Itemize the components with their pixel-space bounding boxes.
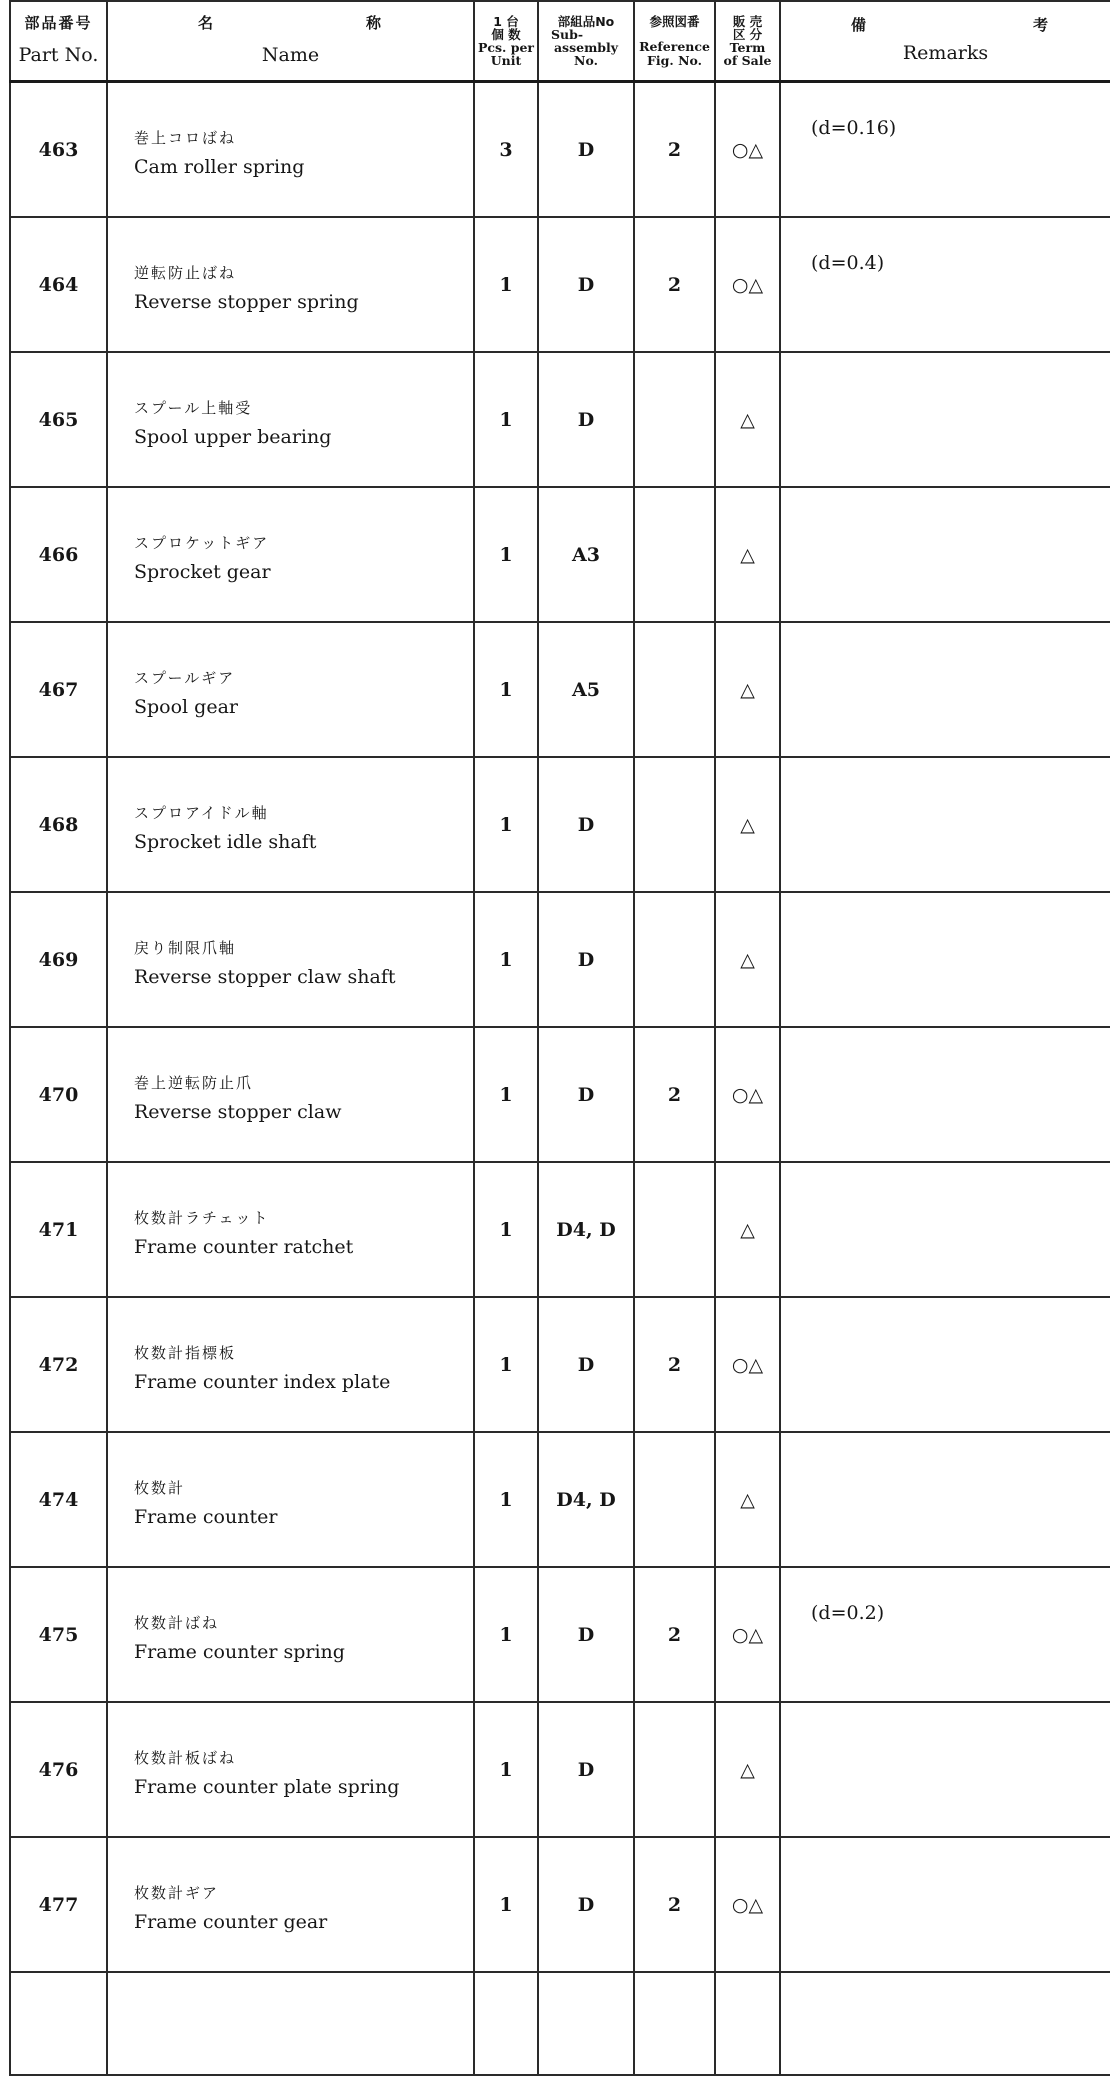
- part-name-cell: [107, 1297, 474, 1432]
- part-name-cell: [107, 487, 474, 622]
- empty-cell: [780, 1972, 1110, 2075]
- term-of-sale: ○△: [715, 1567, 780, 1702]
- sub-assembly-no: D: [538, 352, 634, 487]
- reference-fig-no: 2: [634, 1567, 715, 1702]
- parts-list-sheet: [9, 0, 1110, 1933]
- part-name-cell: [107, 1567, 474, 1702]
- table-row: [10, 1837, 1110, 1972]
- term-of-sale: ○△: [715, 1837, 780, 1972]
- sub-assembly-no: D: [538, 1702, 634, 1837]
- header-part-no-en: Part No.: [18, 43, 99, 66]
- empty-cell: [715, 1972, 780, 2075]
- pcs-per-unit: 1: [474, 217, 538, 352]
- term-of-sale: △: [715, 892, 780, 1027]
- reference-fig-no: [634, 892, 715, 1027]
- header-pcs-per-unit: [474, 1, 538, 82]
- remarks: (d=0.16): [780, 82, 1110, 218]
- header-part-no: [10, 1, 107, 82]
- remarks: (d=0.2): [780, 1567, 1110, 1702]
- part-number: 463: [10, 82, 107, 218]
- part-name-jp: 巻上コロばね: [134, 129, 237, 147]
- remarks: [780, 757, 1110, 892]
- table-row: [10, 352, 1110, 487]
- pcs-per-unit: 1: [474, 1027, 538, 1162]
- header-sub-assembly: [538, 1, 634, 82]
- pcs-per-unit: 1: [474, 1702, 538, 1837]
- table-row: [10, 622, 1110, 757]
- term-of-sale: △: [715, 622, 780, 757]
- pcs-per-unit: 1: [474, 1432, 538, 1567]
- term-of-sale: ○△: [715, 1027, 780, 1162]
- reference-fig-no: [634, 757, 715, 892]
- sub-assembly-no: D: [538, 1297, 634, 1432]
- pcs-per-unit: 1: [474, 757, 538, 892]
- part-name-jp: スプロケットギア: [134, 534, 270, 552]
- reference-fig-no: 2: [634, 1297, 715, 1432]
- part-number: 471: [10, 1162, 107, 1297]
- sub-assembly-no: D: [538, 1837, 634, 1972]
- part-name-jp: 枚数計指標板: [134, 1344, 237, 1362]
- part-name-jp: スプロアイドル軸: [134, 804, 269, 822]
- header-ref-en2: Fig. No.: [647, 52, 702, 68]
- table-row: [10, 892, 1110, 1027]
- part-name-en: Frame counter gear: [134, 1911, 328, 1933]
- part-name-en: Frame counter index plate: [134, 1371, 391, 1393]
- reference-fig-no: [634, 622, 715, 757]
- part-name-jp: スプール上軸受: [134, 399, 253, 417]
- remarks: (d=0.4): [780, 217, 1110, 352]
- part-name-jp: 枚数計ばね: [134, 1614, 220, 1632]
- table-row: [10, 757, 1110, 892]
- table-row: [10, 1432, 1110, 1567]
- remarks: [780, 1297, 1110, 1432]
- part-number: 469: [10, 892, 107, 1027]
- table-row: [10, 1297, 1110, 1432]
- part-number: 467: [10, 622, 107, 757]
- part-name-jp: 逆転防止ばね: [134, 264, 237, 282]
- part-name-en: Frame counter plate spring: [134, 1776, 400, 1798]
- part-name-en: Cam roller spring: [134, 156, 305, 178]
- table-row: [10, 1027, 1110, 1162]
- part-name-jp: スプールギア: [134, 669, 236, 687]
- part-number: 477: [10, 1837, 107, 1972]
- empty-cell: [634, 1972, 715, 2075]
- term-of-sale: △: [715, 487, 780, 622]
- term-of-sale: △: [715, 1162, 780, 1297]
- part-name-en: Spool upper bearing: [134, 426, 332, 448]
- reference-fig-no: 2: [634, 1837, 715, 1972]
- sub-assembly-no: D: [538, 1567, 634, 1702]
- table-row: [10, 1567, 1110, 1702]
- reference-fig-no: [634, 1162, 715, 1297]
- header-sub-jp: 部組品No: [557, 13, 615, 29]
- remarks: [780, 1837, 1110, 1972]
- empty-cell: [474, 1972, 538, 2075]
- part-name-en: Frame counter spring: [134, 1641, 345, 1663]
- reference-fig-no: [634, 352, 715, 487]
- sub-assembly-no: A5: [538, 622, 634, 757]
- part-name-jp: 枚数計: [134, 1479, 186, 1497]
- pcs-per-unit: 1: [474, 892, 538, 1027]
- remarks: [780, 892, 1110, 1027]
- header-term-jp1: 販 売: [732, 13, 763, 29]
- header-ref-jp: 参照図番: [649, 14, 700, 30]
- part-name-cell: [107, 1162, 474, 1297]
- part-number: 472: [10, 1297, 107, 1432]
- sub-assembly-no: D: [538, 217, 634, 352]
- pcs-per-unit: 1: [474, 1837, 538, 1972]
- table-row: [10, 487, 1110, 622]
- remarks: [780, 1702, 1110, 1837]
- header-term-jp2: 区 分: [732, 26, 763, 42]
- remarks: [780, 622, 1110, 757]
- remarks: [780, 1027, 1110, 1162]
- term-of-sale: △: [715, 757, 780, 892]
- part-name-en: Sprocket idle shaft: [134, 831, 317, 853]
- part-name-en: Reverse stopper spring: [134, 291, 359, 313]
- part-name-cell: [107, 757, 474, 892]
- term-of-sale: ○△: [715, 217, 780, 352]
- part-name-jp: 巻上逆転防止爪: [134, 1074, 254, 1092]
- reference-fig-no: [634, 487, 715, 622]
- part-name-cell: [107, 1702, 474, 1837]
- header-name-en: Name: [261, 43, 320, 66]
- part-name-jp: 戻り制限爪軸: [134, 939, 237, 957]
- sub-assembly-no: D: [538, 757, 634, 892]
- empty-row: [10, 1972, 1110, 2075]
- term-of-sale: ○△: [715, 1297, 780, 1432]
- pcs-per-unit: 1: [474, 1567, 538, 1702]
- part-name-cell: [107, 1837, 474, 1972]
- header-remarks-jp-right: 考: [1032, 16, 1050, 35]
- header-remarks-en: Remarks: [902, 41, 989, 64]
- remarks: [780, 352, 1110, 487]
- pcs-per-unit: 1: [474, 1162, 538, 1297]
- header-sub-en3: No.: [574, 53, 598, 69]
- part-number: 465: [10, 352, 107, 487]
- term-of-sale: △: [715, 1432, 780, 1567]
- empty-cell: [538, 1972, 634, 2075]
- term-of-sale: ○△: [715, 82, 780, 218]
- part-number: 474: [10, 1432, 107, 1567]
- remarks: [780, 487, 1110, 622]
- part-name-en: Reverse stopper claw shaft: [134, 966, 396, 988]
- header-name-jp-right: 称: [365, 14, 383, 33]
- sub-assembly-no: D4, D: [538, 1432, 634, 1567]
- remarks: [780, 1162, 1110, 1297]
- part-name-cell: [107, 1432, 474, 1567]
- part-name-en: Spool gear: [134, 696, 238, 718]
- header-remarks-jp-left: 備: [851, 16, 869, 35]
- pcs-per-unit: 1: [474, 352, 538, 487]
- reference-fig-no: 2: [634, 217, 715, 352]
- part-number: 464: [10, 217, 107, 352]
- part-number: 466: [10, 487, 107, 622]
- header-term-en1: Term: [729, 40, 766, 55]
- part-name-cell: [107, 1027, 474, 1162]
- empty-cell: [10, 1972, 107, 2075]
- header-reference-fig: [634, 1, 715, 82]
- part-name-cell: [107, 217, 474, 352]
- part-name-jp: 枚数計ラチェット: [134, 1209, 270, 1227]
- header-name: [107, 1, 474, 82]
- part-name-en: Sprocket gear: [134, 561, 271, 583]
- pcs-per-unit: 1: [474, 622, 538, 757]
- part-number: 468: [10, 757, 107, 892]
- header-remarks: [780, 1, 1110, 82]
- part-name-en: Frame counter: [134, 1506, 278, 1528]
- part-name-jp: 枚数計板ばね: [134, 1749, 237, 1767]
- part-name-en: Frame counter ratchet: [134, 1236, 354, 1258]
- empty-cell: [107, 1972, 474, 2075]
- header-pcs-jp1: 1 台: [493, 13, 519, 29]
- sub-assembly-no: D: [538, 1027, 634, 1162]
- header-pcs-en1: Pcs. per: [477, 40, 535, 55]
- term-of-sale: △: [715, 1702, 780, 1837]
- reference-fig-no: [634, 1432, 715, 1567]
- header-pcs-en2: Unit: [490, 53, 522, 69]
- term-of-sale: △: [715, 352, 780, 487]
- header-part-no-jp: 部品番号: [24, 14, 93, 33]
- header-ref-en1: Reference: [639, 39, 710, 55]
- sub-assembly-no: D4, D: [538, 1162, 634, 1297]
- part-name-en: Reverse stopper claw: [134, 1101, 342, 1123]
- sub-assembly-no: D: [538, 82, 634, 218]
- part-number: 470: [10, 1027, 107, 1162]
- part-name-cell: [107, 892, 474, 1027]
- sub-assembly-no: A3: [538, 487, 634, 622]
- part-name-cell: [107, 622, 474, 757]
- header-row: [10, 1, 1110, 82]
- table-row: [10, 1702, 1110, 1837]
- table-row: [10, 82, 1110, 218]
- part-name-cell: [107, 352, 474, 487]
- part-number: 475: [10, 1567, 107, 1702]
- header-pcs-jp2: 個 数: [491, 26, 521, 42]
- part-name-jp: 枚数計ギア: [134, 1884, 220, 1902]
- pcs-per-unit: 3: [474, 82, 538, 218]
- pcs-per-unit: 1: [474, 1297, 538, 1432]
- header-sub-en1: Sub-: [551, 26, 584, 42]
- part-name-cell: [107, 82, 474, 218]
- pcs-per-unit: 1: [474, 487, 538, 622]
- sub-assembly-no: D: [538, 892, 634, 1027]
- header-term-en2: of Sale: [723, 53, 772, 69]
- part-number: 476: [10, 1702, 107, 1837]
- table-row: [10, 217, 1110, 352]
- reference-fig-no: [634, 1702, 715, 1837]
- header-name-jp-left: 名: [198, 14, 216, 33]
- header-sub-en2: assembly: [553, 40, 619, 55]
- table-row: [10, 1162, 1110, 1297]
- header-term-of-sale: [715, 1, 780, 82]
- reference-fig-no: 2: [634, 1027, 715, 1162]
- parts-table: [9, 0, 1110, 2076]
- remarks: [780, 1432, 1110, 1567]
- reference-fig-no: 2: [634, 82, 715, 218]
